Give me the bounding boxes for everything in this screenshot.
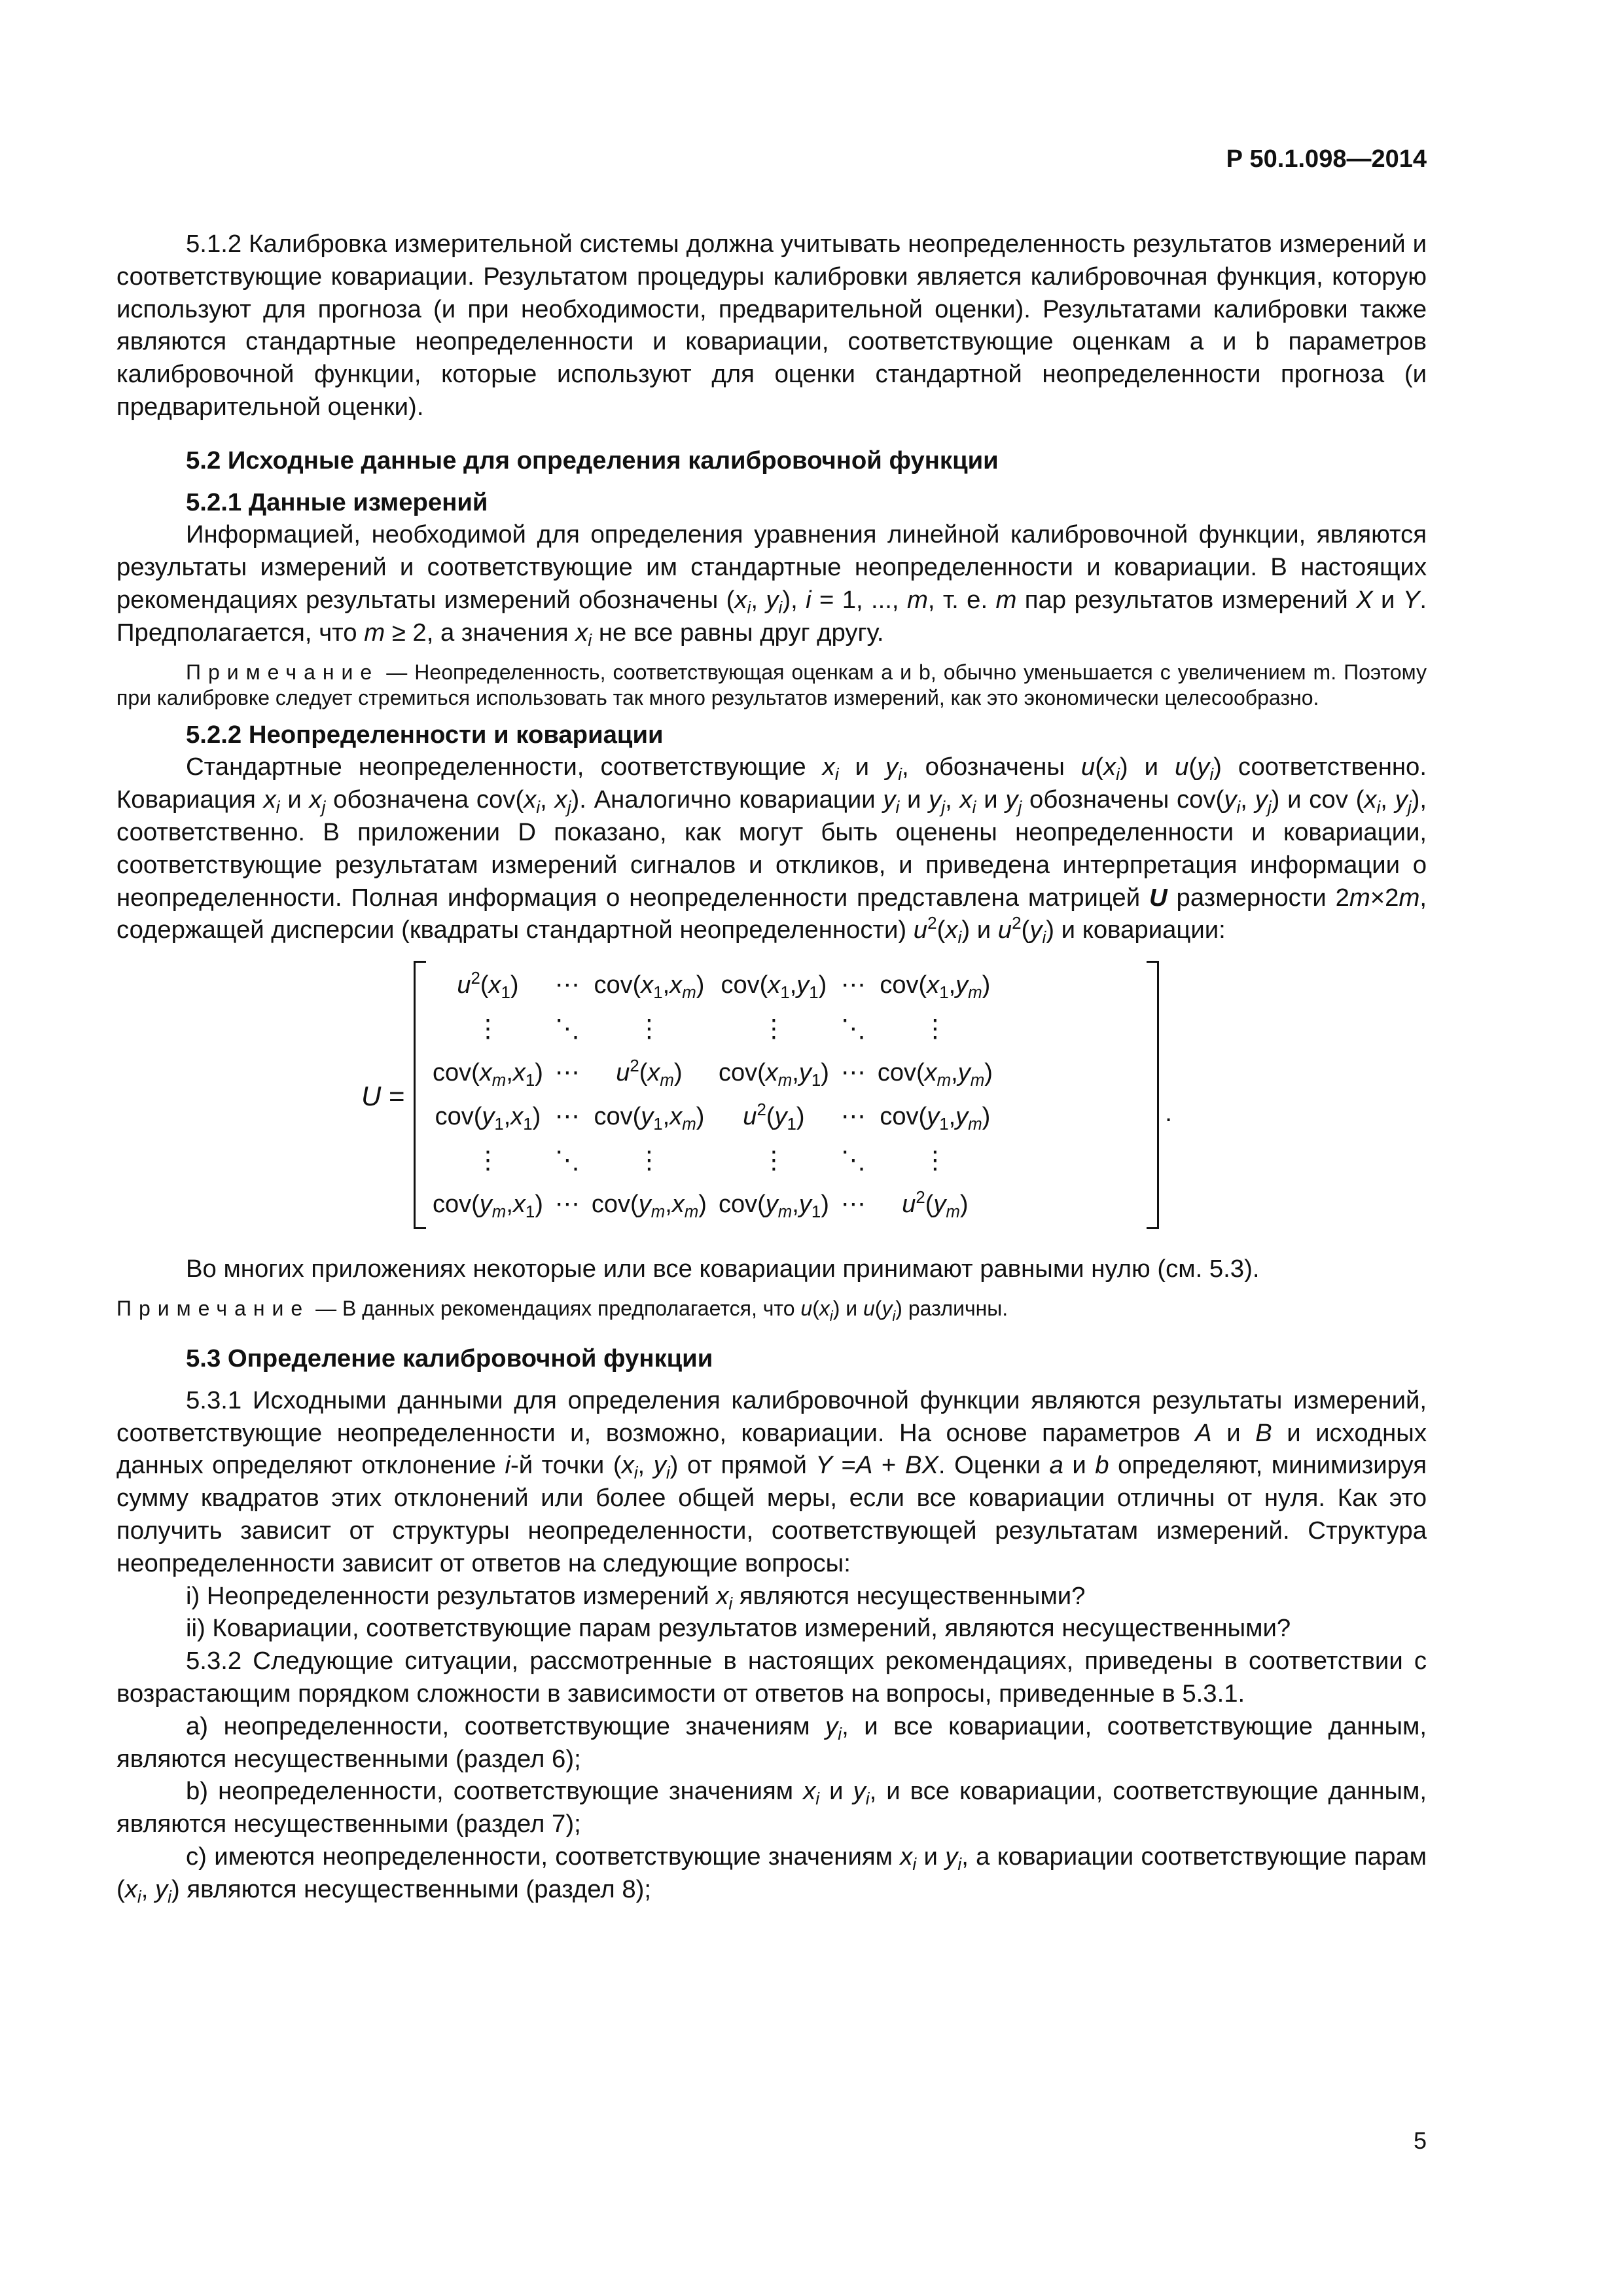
list-item-a: а) неопределенности, соответствующие значениям $y_i$, и все ковариации, соответствующие данным, являются несущественными (раздел 6); (116, 1712, 1427, 1773)
matrix-period: . (1165, 1098, 1173, 1128)
list-item-b: b) неопределенности, соответствующие значениям $x_i$ и $y_i$, и все ковариации, соответствующие данным, являются несущественными (раздел 7); (116, 1777, 1427, 1839)
matrix-row: ⋮ ⋱ ⋮ ⋮ ⋱ ⋮ (475, 1014, 948, 1043)
question-2: ii) Ковариации, соответствующие парам результатов измерений, являются несущественными? (186, 1614, 1291, 1643)
left-bracket (414, 961, 426, 1229)
note-1 (116, 660, 1427, 711)
matrix-row: $u^2(x_1)$ ⋯ $cov(x_1,x_m)$ $cov(x_1,y_1)$ ⋯ $cov(x_1,y_m)$ (457, 969, 991, 1002)
paragraph-after-matrix: Во многих приложениях некоторые или все ковариации принимают равными нулю (см. 5.3). (186, 1255, 1260, 1283)
note-1-text: — Неопределенность, соответствующая оценкам a и b, обычно уменьшается с увеличением m. Поэтому при калибровке следует стремиться использовать так много результатов измерений, как это экономически целесообразно. (116, 660, 1427, 709)
heading-5-2-1: 5.2.1 Данные измерений (186, 488, 488, 516)
paragraph-5-1-2: 5.1.2 Калибровка измерительной системы должна учитывать неопределенность результатов измерений и соответствующие ковариации. Результатом процедуры калибровки является калибровочная функция, которую используют для прогноза (и при необходимости, предварительной оценки). Результатами калибровки также являются стандартные неопределенности и ковариации, соответствующие оценкам a и b параметров калибровочной функции, которые используют для оценки стандартной неопределенности прогноза (и предварительной оценки). (116, 230, 1427, 421)
matrix-row: $cov(x_m,x_1)$ ⋯ $u^2(x_m)$ $cov(x_m,y_1)$ ⋯ $cov(x_m,y_m)$ (433, 1056, 993, 1090)
matrix-row: ⋮ ⋱ ⋮ ⋮ ⋱ ⋮ (475, 1146, 948, 1174)
paragraph-5-2-1: Информацией, необходимой для определения уравнения линейной калибровочной функции, являются результаты измерений и соответствующие им стандартные неопределенности и ковариации. В настоящих рекомендациях результаты измерений обозначены ($x_i$, $y_i$), i = 1, ..., m, т. е. m пар результатов измерений X и Y. Предполагается, что m ≥ 2, а значения $x_i$ не все равны друг другу. (116, 520, 1427, 650)
question-1: i) Неопределенности результатов измерений $x_i$ являются несущественными? (186, 1581, 1086, 1613)
heading-5-3: 5.3 Определение калибровочной функции (186, 1344, 713, 1372)
page-number: 5 (1413, 2127, 1427, 2154)
document-body (116, 228, 1427, 1905)
matrix-row: $cov(y_m,x_1)$ ⋯ $cov(y_m,x_m)$ $cov(y_m,y_1)$ ⋯ $u^2(y_m)$ (433, 1188, 969, 1221)
covariance-matrix (116, 957, 1427, 1245)
heading-5-2-2: 5.2.2 Неопределенности и ковариации (186, 720, 664, 749)
right-bracket (1147, 961, 1159, 1229)
note-label: Примечание (116, 1296, 310, 1320)
paragraph-5-3-1: 5.3.1 Исходными данными для определения калибровочной функции являются результаты измерений, соответствующие неопределенности и, возможно, ковариации. На основе параметров A и B и исходных данных определяют отклонение i-й точки ($x_i$, $y_i$) от прямой Y =A + BX. Оценки a и b определяют, минимизируя сумму квадратов этих отклонений или более общей меры, если все ковариации отличны от нуля. Как это получить зависит от структуры неопределенности, соответствующей результатам измерений. Структура неопределенности зависит от ответов на следующие вопросы: (116, 1386, 1427, 1577)
matrix-lhs: U = (361, 1081, 405, 1112)
paragraph-5-3-1-tail: Как это получить зависит от структуры неопределенности, соответствующей результатам измерений. Структура неопределенности зависит от ответов на следующие вопросы: (116, 1484, 1427, 1577)
matrix-row: $cov(y_1,x_1)$ ⋯ $cov(y_1,x_m)$ $u^2(y_1)$ ⋯ $cov(y_1,y_m)$ (435, 1100, 991, 1134)
note-label: Примечание (186, 660, 380, 684)
paragraph-5-3-2: 5.3.2 Следующие ситуации, рассмотренные в настоящих рекомендациях, приведены в соответствии с возрастающим порядком сложности в зависимости от ответов на вопросы, приведенные в 5.3.1. (116, 1647, 1427, 1708)
paragraph-5-2-2: Стандартные неопределенности, соответствующие $x_i$ и $y_i$, обозначены $u(x_i)$ и $u(y_i)$ соответственно. Ковариация $x_i$ и $x_j$ обозначена $cov(x_i$, $x_j$). Аналогично ковариации $y_i$ и $y_j$, $x_i$ и $y_j$ обозначены $cov(y_i$, $y_j$) и cov ($x_i$, $y_j$), соответственно. В приложении D показано, как могут быть оценены неопределенности и ковариации, соответствующие результатам измерений сигналов и откликов, и приведена интерпретация информации о неопределенности. Полная информация о неопределенности представлена матрицей U размерности 2m×2m, содержащей дисперсии (квадраты стандартной неопределенности) $u^2(x_i)$ и $u^2(y_i)$ и ковариации: (116, 753, 1427, 948)
document-header: Р 50.1.098—2014 (1226, 145, 1427, 173)
matrix-table (427, 963, 999, 1227)
list-item-c: с) имеются неопределенности, соответствующие значениям $x_i$ и $y_i$, а ковариации соответствующие парам ($x_i$, $y_i$) являются несущественными (раздел 8); (116, 1842, 1427, 1907)
note-2: Примечание — В данных рекомендациях предполагается, что $u(x_i)$ и $u(y_i)$ различны. (116, 1296, 1008, 1324)
heading-5-2: 5.2 Исходные данные для определения калибровочной функции (186, 446, 999, 475)
